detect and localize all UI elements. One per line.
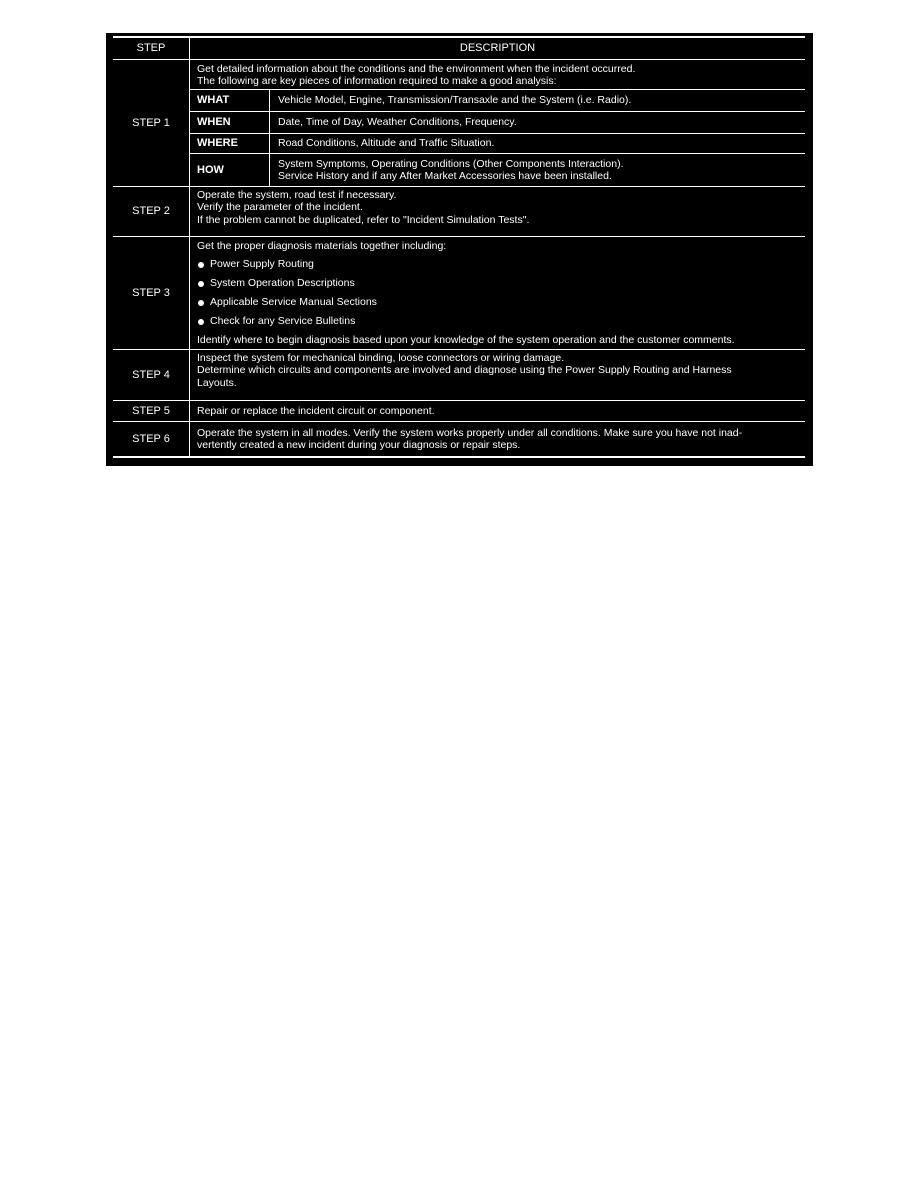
step-1-description (190, 60, 805, 186)
step-1-intro-line: The following are key pieces of information required to make a good analysis: (197, 75, 557, 88)
where-value (270, 134, 805, 153)
step-2-description (190, 187, 805, 236)
list-item (197, 293, 799, 312)
what-key: WHAT (190, 90, 270, 111)
step-5-line: Repair or replace the incident circuit or component. (197, 404, 435, 417)
step-4-description (190, 350, 805, 400)
how-value-line: System Symptoms, Operating Conditions (Other Components Interaction). (278, 157, 624, 170)
step-1-where-row (190, 133, 805, 153)
diagnosis-steps-figure (106, 33, 813, 466)
table-row-step-4 (113, 349, 805, 400)
step-6-label: STEP 6 (113, 422, 190, 456)
what-value-line: Vehicle Model, Engine, Transmission/Transaxle and the System (i.e. Radio). (278, 94, 632, 107)
step-3-outro: Identify where to begin diagnosis based upon your knowledge of the system operation and the customer comments. (197, 334, 735, 346)
bullet-text: Power Supply Routing (210, 258, 314, 271)
step-4-line: Layouts. (197, 376, 237, 389)
step-6-description (190, 422, 805, 456)
step-3-intro: Get the proper diagnosis materials together including: (197, 240, 447, 252)
where-key: WHERE (190, 134, 270, 153)
how-value-line: Service History and if any After Market Accessories have been installed. (278, 170, 612, 182)
where-value-line: Road Conditions, Altitude and Traffic Situation. (278, 137, 495, 150)
list-item (197, 255, 799, 274)
step-6-line: vertently created a new incident during your diagnosis or repair steps. (197, 439, 521, 451)
bullet-text: Applicable Service Manual Sections (210, 296, 377, 309)
bullet-icon (198, 262, 204, 268)
step-5-label: STEP 5 (113, 401, 190, 421)
step-1-what-row (190, 89, 805, 111)
step-2-label: STEP 2 (113, 187, 190, 236)
step-4-label: STEP 4 (113, 350, 190, 400)
table-header-row (113, 38, 805, 59)
step-2-line: Verify the parameter of the incident. (197, 201, 363, 214)
step-2-line: Operate the system, road test if necessary. (197, 189, 397, 201)
what-value (270, 90, 805, 111)
step-4-line: Determine which circuits and components are involved and diagnose using the Power Supply Routing and Harness (197, 364, 732, 377)
step-5-description (190, 401, 805, 421)
bullet-icon (198, 281, 204, 287)
table-row-step-5 (113, 400, 805, 421)
step-6-line: Operate the system in all modes. Verify the system works properly under all conditions. Make sure you have not inad- (197, 426, 743, 439)
how-key: HOW (190, 154, 270, 186)
header-description: DESCRIPTION (459, 42, 536, 55)
bullet-text: System Operation Descriptions (210, 277, 355, 290)
table-row-step-3 (113, 236, 805, 349)
header-step: STEP (113, 38, 190, 59)
when-key: WHEN (190, 112, 270, 133)
step-1-label: STEP 1 (113, 60, 190, 186)
step-1-intro-line: Get detailed information about the conditions and the environment when the incident occurred. (197, 63, 636, 75)
table-row-step-2 (113, 186, 805, 236)
bullet-icon (198, 300, 204, 306)
list-item (197, 274, 799, 293)
step-3-label: STEP 3 (113, 237, 190, 349)
how-value (270, 154, 805, 186)
bullet-icon (198, 319, 204, 325)
step-3-description (190, 237, 805, 349)
step-2-line: If the problem cannot be duplicated, refer to "Incident Simulation Tests". (197, 213, 530, 226)
when-value-line: Date, Time of Day, Weather Conditions, Frequency. (278, 116, 517, 129)
step-1-intro (190, 60, 805, 89)
step-1-when-row (190, 111, 805, 133)
step-4-line: Inspect the system for mechanical binding, loose connectors or wiring damage. (197, 352, 565, 364)
list-item (197, 312, 799, 331)
table-row-step-1 (113, 59, 805, 186)
when-value (270, 112, 805, 133)
diagnosis-steps-table (113, 36, 805, 458)
step-1-how-row (190, 153, 805, 186)
bullet-text: Check for any Service Bulletins (210, 315, 356, 328)
table-row-step-6 (113, 421, 805, 456)
